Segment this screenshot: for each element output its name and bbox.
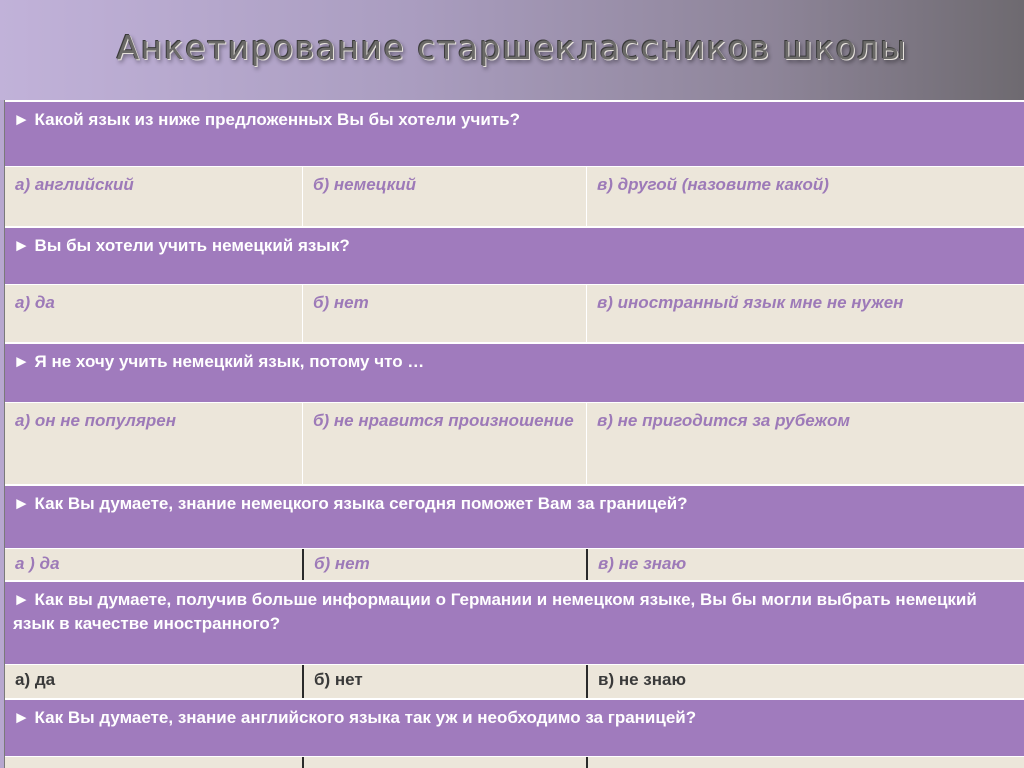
answer-option-c: в) не знаю: [586, 665, 1024, 698]
question-row: ► Как Вы думаете, знание английского языка так уж и необходимо за границей?: [5, 698, 1024, 756]
answer-row: [5, 756, 1024, 768]
answer-option-b: [302, 757, 586, 768]
survey-table: [4, 100, 1024, 768]
answer-row: [5, 402, 1024, 484]
question-row: ► Вы бы хотели учить немецкий язык?: [5, 226, 1024, 284]
answer-row: [5, 284, 1024, 342]
slide-title: Анкетирование старшеклассников школы: [116, 28, 908, 67]
answer-option-b: б) нет: [302, 665, 586, 698]
answer-row: [5, 166, 1024, 226]
answer-option-a: а) да: [15, 670, 56, 689]
answer-option-a: а) он не популярен: [15, 411, 176, 430]
question-row: ► Какой язык из ниже предложенных Вы бы хотели учить?: [5, 100, 1024, 166]
answer-option-b: б) немецкий: [302, 167, 586, 226]
answer-option-c: в) не пригодится за рубежом: [586, 403, 1024, 484]
answer-option-c: в) иностранный язык мне не нужен: [586, 285, 1024, 342]
answer-option-a: а ) да: [15, 554, 60, 573]
answer-option-c: в) другой (назовите какой): [586, 167, 1024, 226]
answer-row: [5, 548, 1024, 580]
answer-option-a: [5, 757, 302, 768]
question-row: ► Я не хочу учить немецкий язык, потому что …: [5, 342, 1024, 402]
answer-option-b: б) нет: [302, 285, 586, 342]
answer-option-b: б) не нравится произношение: [302, 403, 586, 484]
answer-option-b: б) нет: [302, 549, 586, 580]
answer-option-a: а) английский: [15, 175, 134, 194]
answer-row: [5, 664, 1024, 698]
answer-option-a: а) да: [15, 293, 55, 312]
question-row: ► Как вы думаете, получив больше информации о Германии и немецком языке, Вы бы могли выбрать немецкий язык в качестве иностранного?: [5, 580, 1024, 664]
answer-option-c: в) не знаю: [586, 549, 1024, 580]
question-row: ► Как Вы думаете, знание немецкого языка сегодня поможет Вам за границей?: [5, 484, 1024, 548]
answer-option-c: [586, 757, 1024, 768]
